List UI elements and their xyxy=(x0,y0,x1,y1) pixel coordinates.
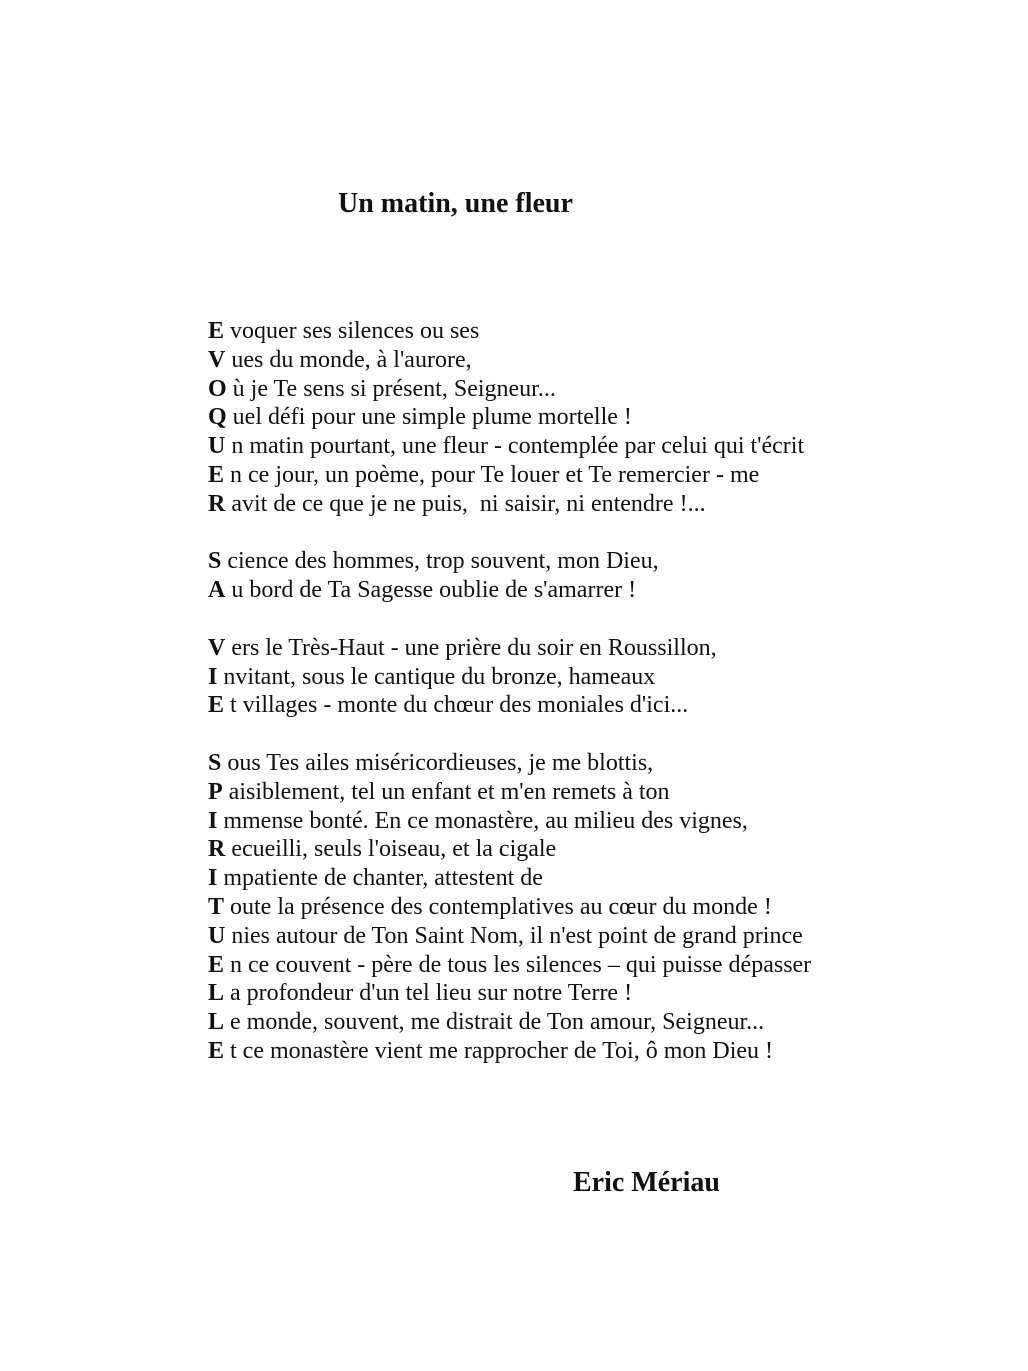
line-text: n ce jour, un poème, pour Te louer et Te remercier - me xyxy=(224,461,760,488)
line-text: n ce couvent - père de tous les silences – qui puisse dépasser xyxy=(224,951,812,978)
line-text: n matin pourtant, une fleur - contemplée par celui qui t'écrit xyxy=(225,433,805,460)
acrostic-initial: E xyxy=(208,461,225,488)
acrostic-initial: R xyxy=(208,836,226,863)
poem-line xyxy=(208,979,968,1008)
poem-body xyxy=(208,317,968,1066)
line-text: cience des hommes, trop souvent, mon Dieu, xyxy=(221,548,659,575)
line-text: nvitant, sous le cantique du bronze, hameaux xyxy=(217,663,656,690)
line-text: aisiblement, tel un enfant et m'en remets à ton xyxy=(222,778,670,805)
poem-line xyxy=(208,691,968,720)
poem-line xyxy=(208,490,968,519)
poem-stanza xyxy=(208,749,968,1066)
acrostic-initial: T xyxy=(208,893,225,920)
line-text: u bord de Ta Sagesse oublie de s'amarrer ! xyxy=(225,577,637,604)
acrostic-initial: I xyxy=(208,865,218,892)
acrostic-initial: Q xyxy=(208,404,227,431)
acrostic-initial: L xyxy=(208,980,225,1007)
acrostic-initial: R xyxy=(208,490,226,517)
poem-line xyxy=(208,461,968,490)
poem-line xyxy=(208,576,968,605)
poem-stanza xyxy=(208,634,968,720)
acrostic-initial: V xyxy=(208,634,226,661)
line-text: ù je Te sens si présent, Seigneur... xyxy=(226,375,556,402)
line-text: ers le Très-Haut - une prière du soir en Roussillon, xyxy=(225,634,717,661)
poem-line xyxy=(208,547,968,576)
poem-line xyxy=(208,893,968,922)
line-text: mmense bonté. En ce monastère, au milieu des vignes, xyxy=(217,807,748,834)
poem-author: Eric Mériau xyxy=(573,1167,720,1198)
line-text: ues du monde, à l'aurore, xyxy=(225,346,472,373)
acrostic-initial: U xyxy=(208,433,226,460)
line-text: e monde, souvent, me distrait de Ton amour, Seigneur... xyxy=(224,1009,765,1036)
poem-line xyxy=(208,864,968,893)
acrostic-initial: S xyxy=(208,548,222,575)
acrostic-initial: E xyxy=(208,1037,225,1064)
acrostic-initial: A xyxy=(208,577,226,604)
poem-stanza xyxy=(208,547,968,605)
acrostic-initial: I xyxy=(208,663,218,690)
line-text: oute la présence des contemplatives au cœur du monde ! xyxy=(224,893,772,920)
poem-line xyxy=(208,807,968,836)
line-text: ous Tes ailes miséricordieuses, je me blottis, xyxy=(221,749,654,776)
acrostic-initial: E xyxy=(208,692,225,719)
poem-line xyxy=(208,634,968,663)
poem-line xyxy=(208,922,968,951)
poem-line xyxy=(208,749,968,778)
poem-line xyxy=(208,403,968,432)
acrostic-initial: L xyxy=(208,1009,225,1036)
line-text: avit de ce que je ne puis, ni saisir, ni entendre !... xyxy=(225,490,706,517)
line-text: nies autour de Ton Saint Nom, il n'est point de grand prince xyxy=(225,922,803,949)
poem-line xyxy=(208,951,968,980)
line-text: uel défi pour une simple plume mortelle ! xyxy=(226,404,632,431)
poem-line xyxy=(208,778,968,807)
acrostic-initial: P xyxy=(208,778,223,805)
line-text: ecueilli, seuls l'oiseau, et la cigale xyxy=(225,836,557,863)
acrostic-initial: S xyxy=(208,749,222,776)
poem-stanza xyxy=(208,317,968,519)
line-text: voquer ses silences ou ses xyxy=(224,318,480,344)
acrostic-initial: E xyxy=(208,951,225,978)
acrostic-initial: I xyxy=(208,807,218,834)
poem-line xyxy=(208,317,968,346)
line-text: t ce monastère vient me rapprocher de Toi, ô mon Dieu ! xyxy=(224,1037,774,1064)
poem-line xyxy=(208,663,968,692)
poem-line xyxy=(208,432,968,461)
acrostic-initial: E xyxy=(208,318,225,344)
acrostic-initial: V xyxy=(208,346,226,373)
poem-title: Un matin, une fleur xyxy=(338,188,573,219)
poem-line xyxy=(208,1037,968,1066)
poem-line xyxy=(208,346,968,375)
poem-line xyxy=(208,835,968,864)
line-text: t villages - monte du chœur des moniales d'ici... xyxy=(224,692,689,719)
line-text: a profondeur d'un tel lieu sur notre Terre ! xyxy=(224,980,633,1007)
poem-line xyxy=(208,1008,968,1037)
acrostic-initial: U xyxy=(208,922,226,949)
acrostic-initial: O xyxy=(208,375,227,402)
poem-line xyxy=(208,375,968,404)
line-text: mpatiente de chanter, attestent de xyxy=(217,865,543,892)
